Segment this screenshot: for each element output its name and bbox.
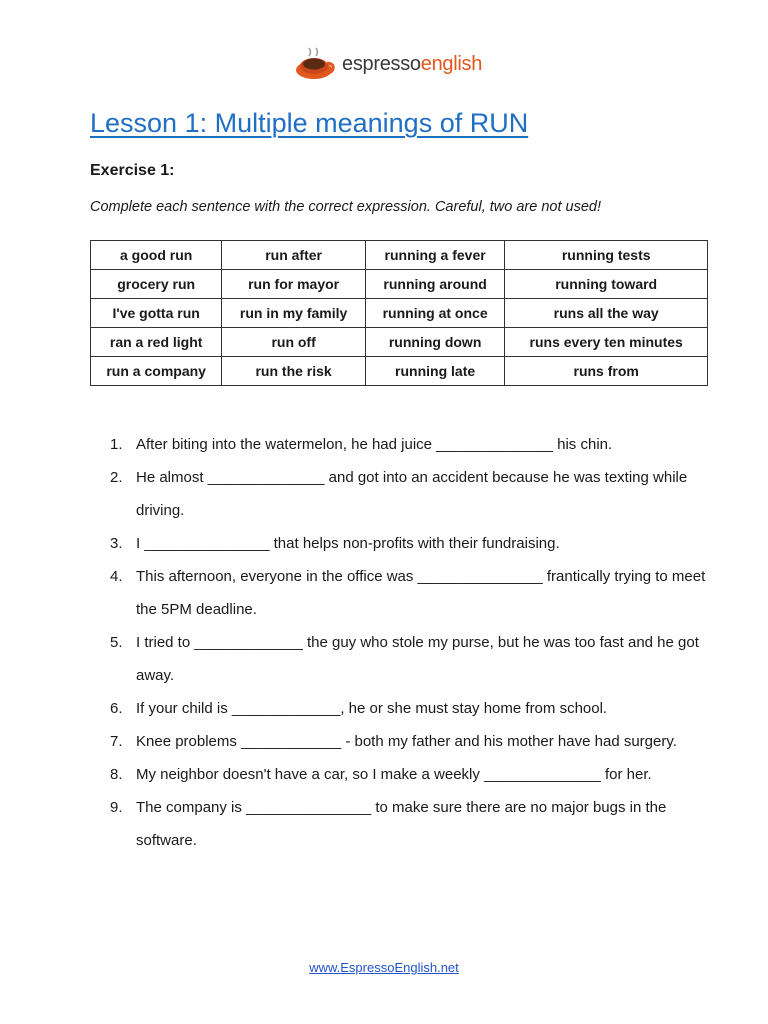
expression-cell: running late — [365, 357, 504, 386]
sentence-text: I tried to _____________ the guy who stole my purse, but he was too fast and he got away. — [136, 634, 699, 684]
sentence-number: 8. — [110, 766, 123, 783]
sentence-text: After biting into the watermelon, he had juice ______________ his chin. — [136, 436, 613, 453]
expressions-row — [91, 299, 708, 328]
sentence-list — [110, 428, 710, 857]
expression-cell: I've gotta run — [91, 299, 222, 328]
sentence-item — [110, 791, 710, 857]
sentence-text: Knee problems ____________ - both my father and his mother have had surgery. — [136, 733, 677, 750]
sentence-number: 2. — [110, 469, 123, 486]
page-title: Lesson 1: Multiple meanings of RUN — [90, 108, 529, 138]
logo-text-english: english — [420, 52, 483, 75]
sentence-item — [110, 626, 710, 692]
expressions-row — [91, 357, 708, 386]
expressions-row — [91, 270, 708, 299]
exercise-instructions: Complete each sentence with the correct expression. Careful, two are not used! — [90, 199, 601, 215]
footer-website-link[interactable]: www.EspressoEnglish.net — [309, 960, 459, 975]
expression-cell: running tests — [505, 241, 708, 270]
sentence-item — [110, 692, 710, 725]
sentence-text: If your child is _____________, he or she must stay home from school. — [136, 700, 608, 717]
expression-cell: running down — [365, 328, 504, 357]
exercise-heading: Exercise 1: — [90, 162, 175, 179]
sentence-text: The company is _______________ to make sure there are no major bugs in the software. — [136, 799, 667, 849]
expression-cell: run a company — [91, 357, 222, 386]
coffee-cup-logo-icon — [294, 46, 338, 82]
sentence-text: He almost ______________ and got into an accident because he was texting while driving. — [136, 469, 688, 519]
expression-cell: running around — [365, 270, 504, 299]
sentence-text: My neighbor doesn't have a car, so I make a weekly ______________ for her. — [136, 766, 652, 783]
sentence-item — [110, 725, 710, 758]
expressions-row — [91, 241, 708, 270]
sentence-number: 3. — [110, 535, 123, 552]
sentence-item — [110, 428, 710, 461]
sentence-number: 4. — [110, 568, 123, 585]
sentence-number: 1. — [110, 436, 123, 453]
expression-cell: running a fever — [365, 241, 504, 270]
sentence-number: 5. — [110, 634, 123, 651]
expression-cell: running toward — [505, 270, 708, 299]
expression-cell: run after — [222, 241, 366, 270]
expression-cell: grocery run — [91, 270, 222, 299]
expression-cell: runs every ten minutes — [505, 328, 708, 357]
logo-text — [342, 53, 482, 76]
sentence-text: I _______________ that helps non-profits with their fundraising. — [136, 535, 560, 552]
expressions-row — [91, 328, 708, 357]
sentence-number: 9. — [110, 799, 123, 816]
expression-cell: running at once — [365, 299, 504, 328]
expressions-table — [90, 240, 708, 386]
expression-cell: run the risk — [222, 357, 366, 386]
sentence-item — [110, 758, 710, 791]
expression-cell: run for mayor — [222, 270, 366, 299]
sentence-item — [110, 527, 710, 560]
expression-cell: run in my family — [222, 299, 366, 328]
expression-cell: run off — [222, 328, 366, 357]
sentence-item — [110, 461, 710, 527]
brand-logo — [294, 46, 482, 82]
sentence-item — [110, 560, 710, 626]
expression-cell: runs from — [505, 357, 708, 386]
expression-cell: a good run — [91, 241, 222, 270]
sentence-number: 6. — [110, 700, 123, 717]
logo-text-espresso: espresso — [342, 52, 421, 75]
expression-cell: ran a red light — [91, 328, 222, 357]
sentence-text: This afternoon, everyone in the office was _______________ frantically trying to meet the 5PM deadline. — [136, 568, 706, 618]
expression-cell: runs all the way — [505, 299, 708, 328]
sentence-number: 7. — [110, 733, 123, 750]
